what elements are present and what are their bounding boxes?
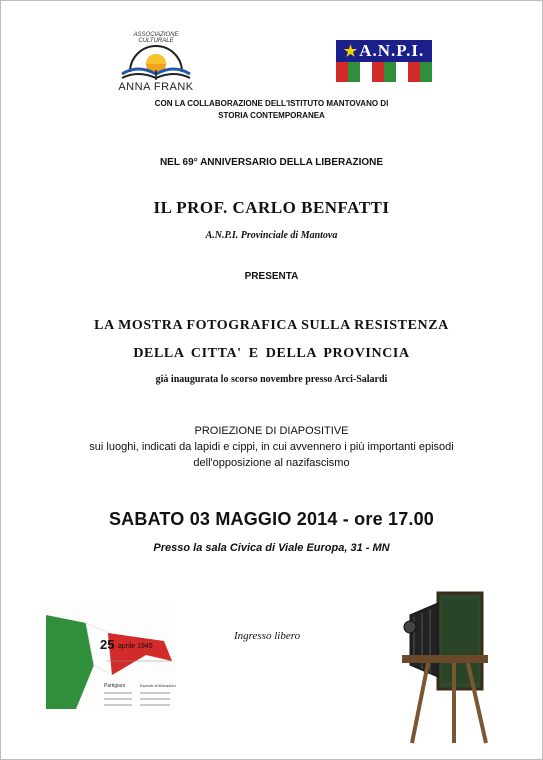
collaboration-line-1: CON LA COLLABORAZIONE DELL'ISTITUTO MANTOVANO DI <box>154 99 389 108</box>
event-venue: Presso la sala Civica di Viale Europa, 31 - MN <box>153 542 390 554</box>
speaker-name: IL PROF. CARLO BENFATTI <box>153 198 390 217</box>
liberation-poster-image <box>46 605 176 709</box>
logo-arc-text: ASSOCIAZIONE CULTURALE <box>133 32 179 44</box>
poster-graphic <box>46 605 176 709</box>
poster-col-1: Partigiani <box>104 683 125 689</box>
poster-date: 25 <box>100 637 115 652</box>
logo-name: ANNA FRANK <box>118 81 194 93</box>
presents-label: PRESENTA <box>244 271 299 282</box>
star-icon: ★ <box>343 44 359 60</box>
projection-desc-2: dell'opposizione al nazifascismo <box>193 457 350 469</box>
italian-flag-stripes <box>336 62 432 82</box>
exhibition-title-line-1: LA MOSTRA FOTOGRAFICA SULLA RESISTENZA <box>94 318 449 333</box>
antique-camera-image <box>398 585 494 745</box>
anpi-banner <box>336 40 432 62</box>
anna-frank-logo <box>116 34 196 94</box>
poster-date-rest: aprile 1945 <box>118 643 153 650</box>
event-datetime: SABATO 03 MAGGIO 2014 - ore 17.00 <box>108 509 435 529</box>
exhibition-title-line-2: DELLA CITTA' E DELLA PROVINCIA <box>133 346 410 361</box>
entry-note: Ingresso libero <box>234 630 301 642</box>
poster-col-2: Eserciti di liberazione <box>140 683 176 688</box>
speaker-affiliation: A.N.P.I. Provinciale di Mantova <box>205 230 338 241</box>
collaboration-note <box>0 98 543 122</box>
anpi-label: A.N.P.I. <box>359 41 425 60</box>
projection-title: PROIEZIONE DI DIAPOSITIVE <box>194 425 349 437</box>
anpi-logo <box>336 40 432 82</box>
camera-graphic <box>398 585 494 745</box>
anniversary-line: NEL 69° ANNIVERSARIO DELLA LIBERAZIONE <box>159 157 384 168</box>
collaboration-line-2: STORIA CONTEMPORANEA <box>218 111 325 120</box>
projection-desc-1: sui luoghi, indicati da lapidi e cippi, in cui avvennero i più importanti episodi <box>89 441 454 453</box>
exhibition-subtitle: già inaugurata lo scorso novembre presso Arci-Salardi <box>155 374 388 385</box>
